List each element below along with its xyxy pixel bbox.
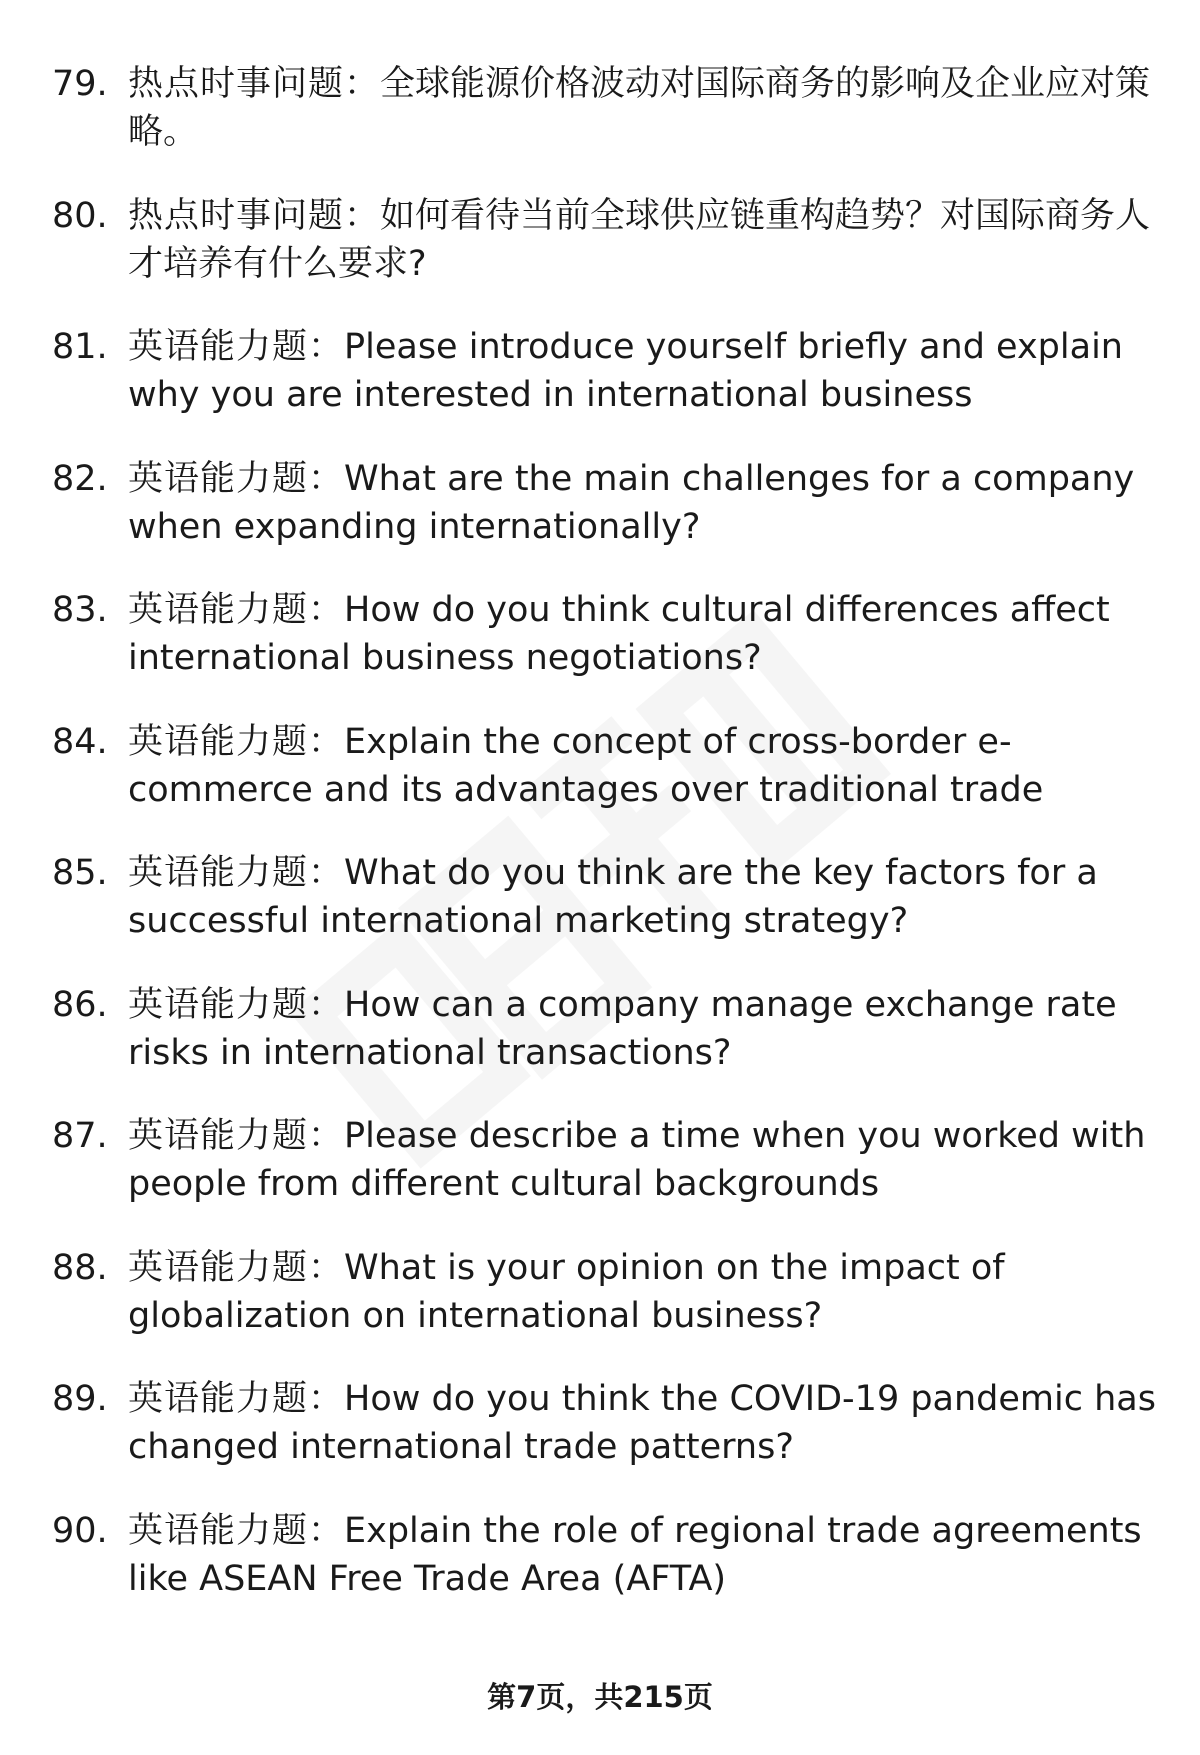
question-category: 英语能力题： bbox=[128, 853, 345, 893]
question-category: 英语能力题： bbox=[128, 590, 345, 630]
question-body bbox=[128, 192, 1162, 288]
question-number: 80. bbox=[52, 195, 108, 236]
question-body bbox=[128, 718, 1162, 814]
question-text: 如何看待当前全球供应链重构趋势？对国际商务人才培养有什么要求? bbox=[128, 195, 1151, 284]
page-number-footer: 第7页，共215页 bbox=[487, 1680, 713, 1714]
question-text: Please describe a time when you worked with people from different cultural backgrounds bbox=[128, 1116, 1146, 1204]
question-body bbox=[128, 981, 1162, 1077]
question-item bbox=[52, 586, 1162, 682]
question-category: 热点时事问题： bbox=[128, 195, 381, 236]
question-number: 82. bbox=[52, 458, 108, 499]
question-category: 英语能力题： bbox=[128, 721, 345, 762]
question-text: 全球能源价格波动对国际商务的影响及企业应对策略。 bbox=[128, 64, 1151, 152]
question-text: What are the main challenges for a company when expanding internationally? bbox=[128, 458, 1135, 547]
question-body bbox=[128, 1244, 1162, 1340]
question-text: Please introduce yourself briefly and explain why you are interested in international business bbox=[128, 327, 1123, 415]
question-text: What is your opinion on the impact of globalization on international business? bbox=[128, 1247, 1005, 1336]
question-item bbox=[52, 455, 1162, 551]
question-item bbox=[52, 1507, 1162, 1603]
question-body bbox=[128, 1112, 1162, 1208]
question-number: 89. bbox=[52, 1379, 108, 1419]
question-item bbox=[52, 323, 1162, 419]
question-category: 英语能力题： bbox=[128, 1116, 345, 1156]
question-number: 84. bbox=[52, 721, 108, 762]
question-number: 90. bbox=[52, 1510, 108, 1551]
question-body bbox=[128, 60, 1162, 156]
question-number: 81. bbox=[52, 327, 108, 367]
question-category: 热点时事问题： bbox=[128, 64, 381, 104]
question-item bbox=[52, 849, 1162, 945]
question-item bbox=[52, 981, 1162, 1077]
question-text: How do you think the COVID-19 pandemic has changed international trade patterns? bbox=[128, 1379, 1156, 1467]
question-list bbox=[52, 60, 1162, 1638]
question-item bbox=[52, 1244, 1162, 1340]
question-body bbox=[128, 849, 1162, 945]
question-body bbox=[128, 455, 1162, 551]
question-number: 86. bbox=[52, 984, 108, 1025]
question-category: 英语能力题： bbox=[128, 327, 345, 367]
question-text: Explain the concept of cross-border e-commerce and its advantages over traditional trade bbox=[128, 721, 1044, 810]
question-number: 83. bbox=[52, 590, 108, 630]
question-category: 英语能力题： bbox=[128, 458, 345, 499]
question-item bbox=[52, 1112, 1162, 1208]
question-number: 85. bbox=[52, 853, 108, 893]
question-body bbox=[128, 323, 1162, 419]
question-category: 英语能力题： bbox=[128, 1510, 345, 1551]
question-body bbox=[128, 586, 1162, 682]
question-item bbox=[52, 60, 1162, 156]
question-number: 88. bbox=[52, 1247, 108, 1288]
question-item bbox=[52, 1375, 1162, 1471]
question-number: 87. bbox=[52, 1116, 108, 1156]
question-number: 79. bbox=[52, 64, 108, 104]
question-text: Explain the role of regional trade agreements like ASEAN Free Trade Area (AFTA) bbox=[128, 1510, 1142, 1599]
question-category: 英语能力题： bbox=[128, 1379, 345, 1419]
question-body bbox=[128, 1507, 1162, 1603]
question-item bbox=[52, 192, 1162, 288]
question-body bbox=[128, 1375, 1162, 1471]
question-text: What do you think are the key factors for a successful international marketing strategy? bbox=[128, 853, 1098, 941]
question-text: How do you think cultural differences affect international business negotiations? bbox=[128, 590, 1110, 678]
question-category: 英语能力题： bbox=[128, 984, 345, 1025]
question-category: 英语能力题： bbox=[128, 1247, 345, 1288]
question-text: How can a company manage exchange rate risks in international transactions? bbox=[128, 984, 1117, 1073]
question-item bbox=[52, 718, 1162, 814]
